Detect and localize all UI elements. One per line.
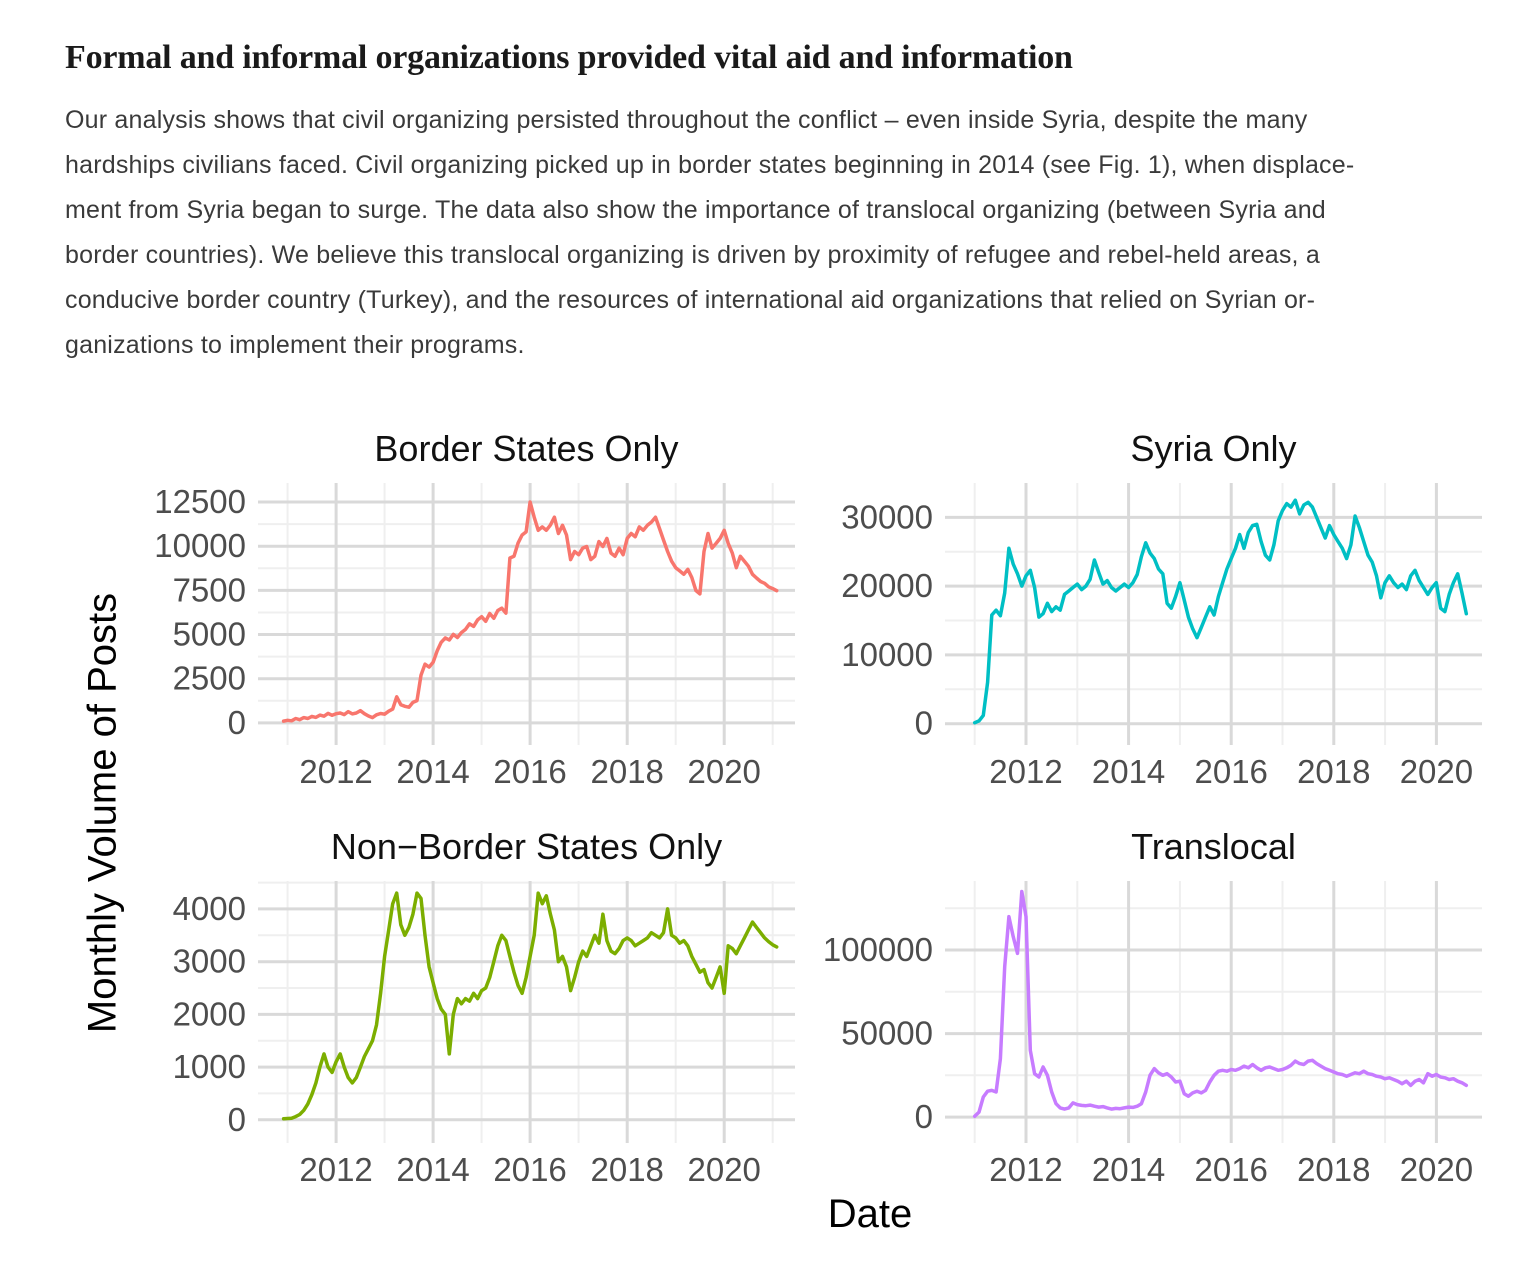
facet-title-non-border-states: Non−Border States Only bbox=[330, 826, 723, 867]
facet-title-translocal: Translocal bbox=[1131, 826, 1296, 867]
svg-text:20000: 20000 bbox=[841, 567, 933, 605]
svg-text:2014: 2014 bbox=[1091, 1151, 1166, 1188]
svg-text:10000: 10000 bbox=[841, 635, 933, 673]
svg-text:2500: 2500 bbox=[172, 659, 246, 697]
svg-text:2016: 2016 bbox=[493, 1151, 567, 1188]
chart-border-states bbox=[118, 475, 808, 805]
svg-text:3000: 3000 bbox=[172, 942, 246, 980]
svg-text:2018: 2018 bbox=[1297, 1151, 1371, 1188]
svg-text:2016: 2016 bbox=[1194, 753, 1268, 790]
svg-text:100000: 100000 bbox=[822, 931, 933, 968]
svg-text:2020: 2020 bbox=[1399, 753, 1474, 790]
chart-translocal bbox=[805, 873, 1495, 1203]
svg-text:5000: 5000 bbox=[172, 615, 246, 653]
svg-text:50000: 50000 bbox=[841, 1014, 933, 1052]
svg-text:10000: 10000 bbox=[154, 527, 246, 565]
svg-text:0: 0 bbox=[914, 704, 933, 742]
svg-text:2012: 2012 bbox=[299, 1151, 373, 1188]
article-paragraph bbox=[65, 98, 1505, 368]
facet-title-syria: Syria Only bbox=[1130, 428, 1297, 469]
facet-title-border-states: Border States Only bbox=[374, 428, 679, 469]
svg-text:2016: 2016 bbox=[493, 753, 567, 790]
chart-syria bbox=[805, 475, 1495, 805]
svg-text:2020: 2020 bbox=[687, 753, 761, 790]
svg-text:2020: 2020 bbox=[687, 1151, 761, 1188]
svg-text:2012: 2012 bbox=[989, 753, 1063, 790]
svg-text:0: 0 bbox=[227, 703, 246, 741]
svg-text:2012: 2012 bbox=[989, 1151, 1063, 1188]
svg-text:2014: 2014 bbox=[396, 1151, 470, 1188]
svg-text:2012: 2012 bbox=[299, 753, 373, 790]
svg-text:2018: 2018 bbox=[590, 753, 664, 790]
svg-text:2016: 2016 bbox=[1194, 1151, 1268, 1188]
paragraph-line: Our analysis shows that civil organizing persisted throughout the conflict – even inside Syria, despite the many bbox=[65, 106, 1308, 134]
svg-text:2000: 2000 bbox=[172, 995, 246, 1033]
svg-text:4000: 4000 bbox=[172, 889, 246, 927]
svg-text:2018: 2018 bbox=[590, 1151, 664, 1188]
svg-text:1000: 1000 bbox=[172, 1048, 246, 1086]
y-axis-label: Monthly Volume of Posts bbox=[80, 592, 125, 1034]
svg-text:2014: 2014 bbox=[1091, 753, 1166, 790]
svg-text:12500: 12500 bbox=[154, 483, 246, 520]
chart-non-border-states bbox=[118, 873, 808, 1203]
svg-text:7500: 7500 bbox=[172, 571, 246, 609]
svg-text:2014: 2014 bbox=[396, 753, 470, 790]
svg-text:30000: 30000 bbox=[841, 498, 933, 536]
svg-text:2020: 2020 bbox=[1399, 1151, 1474, 1188]
paragraph-line: border countries). We believe this translocal organizing is driven by proximity of refugee and rebel-held areas, a bbox=[65, 241, 1320, 269]
paragraph-line: conducive border country (Turkey), and the resources of international aid organizations that relied on Syrian or- bbox=[65, 286, 1316, 314]
paragraph-line: ganizations to implement their programs. bbox=[65, 331, 525, 359]
svg-text:0: 0 bbox=[227, 1100, 246, 1138]
paragraph-line: hardships civilians faced. Civil organizing picked up in border states beginning in 2014 (see Fig. 1), when displace- bbox=[65, 151, 1355, 179]
paragraph-line: ment from Syria began to surge. The data also show the importance of translocal organizing (between Syria and bbox=[65, 196, 1326, 224]
svg-text:0: 0 bbox=[914, 1098, 933, 1136]
article-heading: Formal and informal organizations provided vital aid and information bbox=[65, 38, 1073, 76]
x-axis-label: Date bbox=[827, 1192, 913, 1236]
svg-text:2018: 2018 bbox=[1297, 753, 1371, 790]
